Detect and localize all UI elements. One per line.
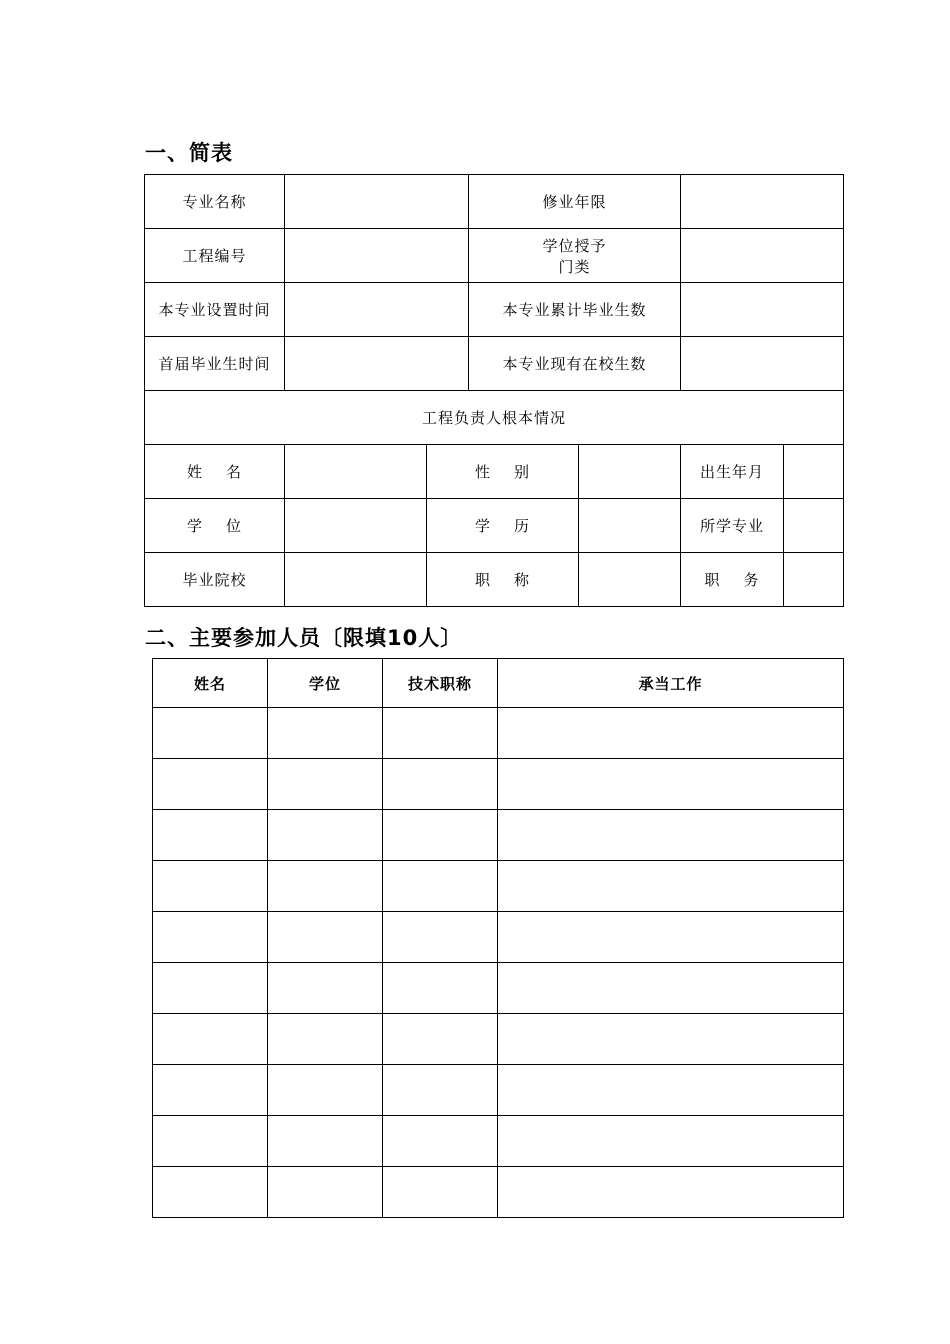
label-setup-time: 本专业设置时间: [145, 283, 285, 337]
table-cell[interactable]: [498, 759, 844, 810]
table-cell[interactable]: [153, 1014, 268, 1065]
label-degree-category: [469, 229, 681, 283]
label-degree: 学 位: [145, 499, 285, 553]
table-cell[interactable]: [153, 708, 268, 759]
table-cell[interactable]: [268, 912, 383, 963]
table-cell[interactable]: [153, 1167, 268, 1218]
label-birth: 出生年月: [681, 445, 784, 499]
table-row: [153, 1116, 844, 1167]
table-cell[interactable]: [383, 1167, 498, 1218]
table-cell[interactable]: [268, 861, 383, 912]
table-cell[interactable]: [383, 912, 498, 963]
table-cell[interactable]: [383, 963, 498, 1014]
table-row: [153, 708, 844, 759]
label-current-students: 本专业现有在校生数: [469, 337, 681, 391]
table-cell[interactable]: [153, 861, 268, 912]
label-major: 所学专业: [681, 499, 784, 553]
table-row: [153, 1167, 844, 1218]
table-row: [153, 810, 844, 861]
table-cell[interactable]: [268, 963, 383, 1014]
table-cell[interactable]: [383, 708, 498, 759]
section2-heading: 二、主要参加人员〔限填10人〕: [145, 626, 463, 650]
field-major[interactable]: [784, 499, 844, 553]
table-cell[interactable]: [498, 912, 844, 963]
table-cell[interactable]: [498, 708, 844, 759]
label-school: 毕业院校: [145, 553, 285, 607]
field-title[interactable]: [579, 553, 681, 607]
column-header-work: 承当工作: [498, 659, 844, 708]
table-row: [153, 1065, 844, 1116]
label-gender: 性 别: [427, 445, 579, 499]
field-total-grads[interactable]: [681, 283, 844, 337]
table-cell[interactable]: [268, 1116, 383, 1167]
table-row: [153, 963, 844, 1014]
table-cell[interactable]: [268, 1065, 383, 1116]
table-cell[interactable]: [498, 1014, 844, 1065]
label-degree-category-line2: 门类: [558, 257, 591, 276]
label-project-no: 工程编号: [145, 229, 285, 283]
label-title: 职 称: [427, 553, 579, 607]
column-header-name: 姓名: [153, 659, 268, 708]
table-cell[interactable]: [153, 810, 268, 861]
label-major-name: 专业名称: [145, 175, 285, 229]
table-cell[interactable]: [383, 1065, 498, 1116]
table-cell[interactable]: [498, 1116, 844, 1167]
table-row: [153, 759, 844, 810]
field-name[interactable]: [285, 445, 427, 499]
table-cell[interactable]: [153, 963, 268, 1014]
table-cell[interactable]: [498, 1065, 844, 1116]
table-cell[interactable]: [498, 810, 844, 861]
field-degree-category[interactable]: [681, 229, 844, 283]
label-leader-info: 工程负责人根本情况: [145, 391, 844, 445]
field-project-no[interactable]: [285, 229, 469, 283]
table-cell[interactable]: [268, 759, 383, 810]
field-birth[interactable]: [784, 445, 844, 499]
label-total-grads: 本专业累计毕业生数: [469, 283, 681, 337]
field-degree[interactable]: [285, 499, 427, 553]
table-cell[interactable]: [153, 912, 268, 963]
field-duration[interactable]: [681, 175, 844, 229]
table-cell[interactable]: [268, 810, 383, 861]
table-cell[interactable]: [498, 1167, 844, 1218]
table-cell[interactable]: [268, 1014, 383, 1065]
table-cell[interactable]: [153, 1116, 268, 1167]
table-cell[interactable]: [498, 963, 844, 1014]
field-major-name[interactable]: [285, 175, 469, 229]
column-header-degree: 学位: [268, 659, 383, 708]
table-cell[interactable]: [383, 810, 498, 861]
label-education: 学 历: [427, 499, 579, 553]
table-cell[interactable]: [153, 1065, 268, 1116]
table-cell[interactable]: [268, 708, 383, 759]
table-cell[interactable]: [383, 1116, 498, 1167]
section1-heading: 一、简表: [145, 141, 233, 165]
table-cell[interactable]: [268, 1167, 383, 1218]
table-cell[interactable]: [153, 759, 268, 810]
table-row: [153, 912, 844, 963]
table-cell[interactable]: [498, 861, 844, 912]
label-name: 姓 名: [145, 445, 285, 499]
table-row: [153, 861, 844, 912]
field-gender[interactable]: [579, 445, 681, 499]
field-school[interactable]: [285, 553, 427, 607]
field-position[interactable]: [784, 553, 844, 607]
label-first-grad-time: 首届毕业生时间: [145, 337, 285, 391]
label-degree-category-line1: 学位授予: [542, 236, 607, 255]
column-header-title: 技术职称: [383, 659, 498, 708]
label-position: 职 务: [681, 553, 784, 607]
summary-table: [144, 174, 844, 607]
field-current-students[interactable]: [681, 337, 844, 391]
field-setup-time[interactable]: [285, 283, 469, 337]
table-row: [153, 1014, 844, 1065]
label-duration: 修业年限: [469, 175, 681, 229]
table-cell[interactable]: [383, 759, 498, 810]
table-cell[interactable]: [383, 1014, 498, 1065]
field-education[interactable]: [579, 499, 681, 553]
table-cell[interactable]: [383, 861, 498, 912]
participants-table: [152, 658, 844, 1218]
field-first-grad-time[interactable]: [285, 337, 469, 391]
